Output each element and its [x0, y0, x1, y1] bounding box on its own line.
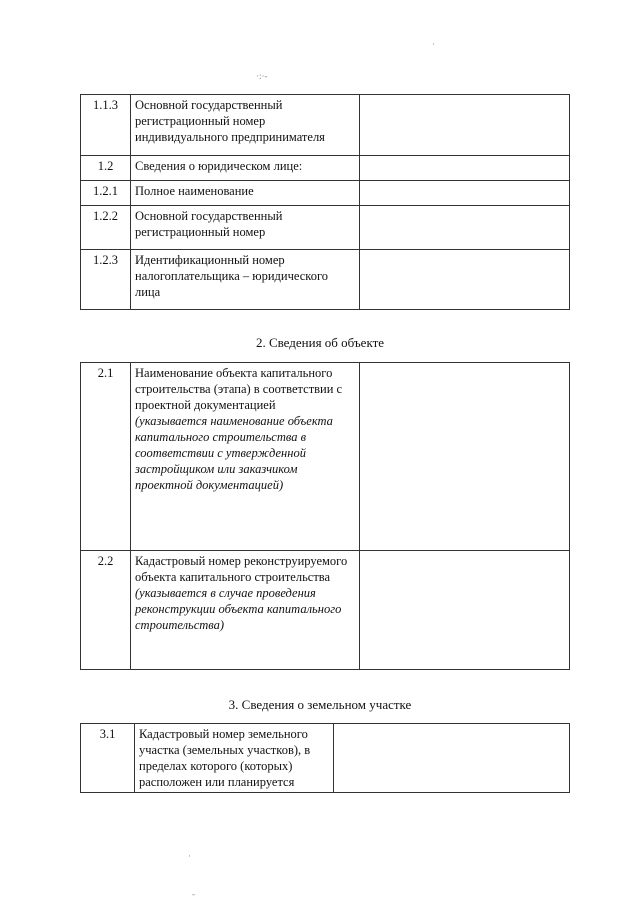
- row-number: 2.1: [81, 363, 131, 551]
- land-plot-table: [80, 723, 570, 793]
- row-number: 1.2.1: [81, 181, 131, 206]
- row-value-cell[interactable]: [360, 206, 570, 250]
- table-row: [81, 363, 570, 551]
- row-number: 1.2.2: [81, 206, 131, 250]
- row-label: Кадастровый номер земельного участка (земельных участков), в пределах которого (которых) расположен или планируется: [135, 724, 334, 793]
- row-value-cell[interactable]: [334, 724, 570, 793]
- row-value-cell[interactable]: [360, 181, 570, 206]
- row-label-cell: [131, 551, 360, 670]
- row-label-cell: [131, 363, 360, 551]
- row-label: Наименование объекта капитального строительства (этапа) в соответствии с проектной документацией: [135, 366, 343, 412]
- scan-artifact: ·: [432, 39, 435, 49]
- scan-artifact: ·: [188, 851, 191, 861]
- table-row: [81, 551, 570, 670]
- applicant-table: [80, 94, 570, 310]
- row-value-cell[interactable]: [360, 250, 570, 310]
- table-row: [81, 181, 570, 206]
- object-table: [80, 362, 570, 670]
- row-label: Основной государственный регистрационный номер: [131, 206, 360, 250]
- row-value-cell[interactable]: [360, 95, 570, 156]
- row-number: 1.2: [81, 156, 131, 181]
- row-label: Основной государственный регистрационный номер индивидуального предпринимателя: [131, 95, 360, 156]
- row-number: 1.1.3: [81, 95, 131, 156]
- row-label: Сведения о юридическом лице:: [131, 156, 360, 181]
- row-number: 1.2.3: [81, 250, 131, 310]
- row-label: Идентификационный номер налогоплательщика – юридического лица: [131, 250, 360, 310]
- row-note: (указывается наименование объекта капитального строительства в соответствии с утвержденной застройщиком или заказчиком проектной документацией): [135, 414, 333, 492]
- table-row: [81, 724, 570, 793]
- section-heading: 2. Сведения об объекте: [255, 335, 385, 350]
- table-row: [81, 250, 570, 310]
- scan-artifact: ·:·-: [256, 71, 268, 81]
- row-number: 3.1: [81, 724, 135, 793]
- row-number: 2.2: [81, 551, 131, 670]
- row-value-cell[interactable]: [360, 551, 570, 670]
- scan-artifact: -: [192, 889, 195, 899]
- table-row: [81, 95, 570, 156]
- section-heading: 3. Сведения о земельном участке: [228, 697, 412, 712]
- table-row: [81, 206, 570, 250]
- row-label: Полное наименование: [131, 181, 360, 206]
- row-note: (указывается в случае проведения реконструкции объекта капитального строительства): [135, 586, 342, 632]
- row-value-cell[interactable]: [360, 156, 570, 181]
- row-label: Кадастровый номер реконструируемого объекта капитального строительства: [135, 554, 348, 584]
- table-row: [81, 156, 570, 181]
- row-value-cell[interactable]: [360, 363, 570, 551]
